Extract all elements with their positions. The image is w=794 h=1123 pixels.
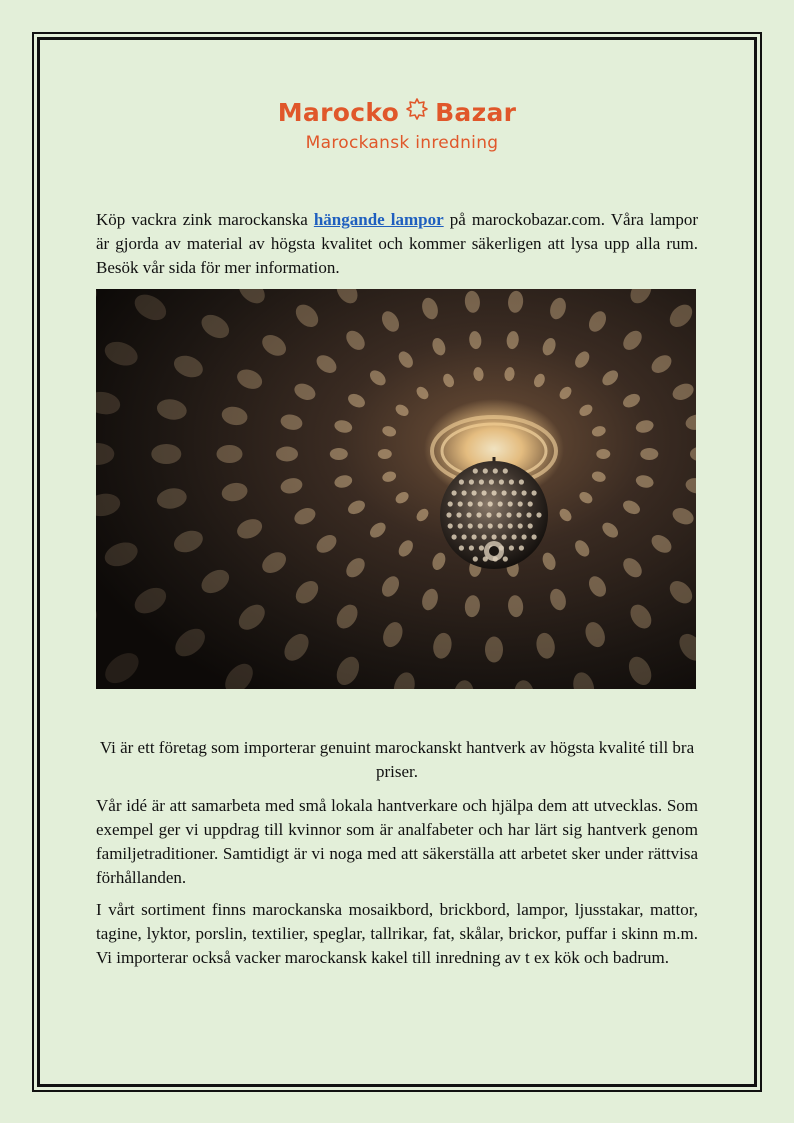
hero-lamp-image <box>96 289 696 689</box>
brand-logo[interactable] <box>0 98 794 153</box>
mission-statement: Vi är ett företag som importerar genuint marockanskt hantverk av högsta kvalité till bra priser. <box>99 738 695 781</box>
intro-text-after: på marockobazar.com. Våra lampor är gjorda av material av högsta kvalitet och kommer säkerligen att lysa upp alla rum. Besök vår sida för mer information. <box>96 210 699 277</box>
idea-paragraph: Vår idé är att samarbeta med små lokala hantverkare och hjälpa dem att utvecklas. Som exempel ger vi uppdrag till kvinnor som är analfabeter och har lärt sig hantverk genom familjetraditioner. Samtidigt är vi noga med att säkerställa att arbetet sker under rättvisa förhållanden. <box>96 796 698 887</box>
intro-text-before: Köp vackra zink marockanska <box>96 210 314 229</box>
lamp-photo-illustration <box>96 289 696 689</box>
intro-paragraph <box>96 208 698 280</box>
hanging-lamps-link[interactable]: hängande lampor <box>313 210 444 229</box>
brand-wordmark <box>278 98 517 127</box>
brand-tagline: Marockansk inredning <box>305 133 499 153</box>
brand-name-left: Marocko <box>277 98 400 127</box>
brand-name-right: Bazar <box>435 98 517 127</box>
assortment-paragraph: I vårt sortiment finns marockanska mosaikbord, brickbord, lampor, ljusstakar, mattor, tagine, lyktor, porslin, textilier, speglar, tallrikar, fat, skålar, brickor, puffar i skinn m.m. Vi importerar också vacker marockansk kakel till inredning av t ex kök och badrum. <box>96 900 698 967</box>
lantern-outline-icon <box>405 97 429 121</box>
